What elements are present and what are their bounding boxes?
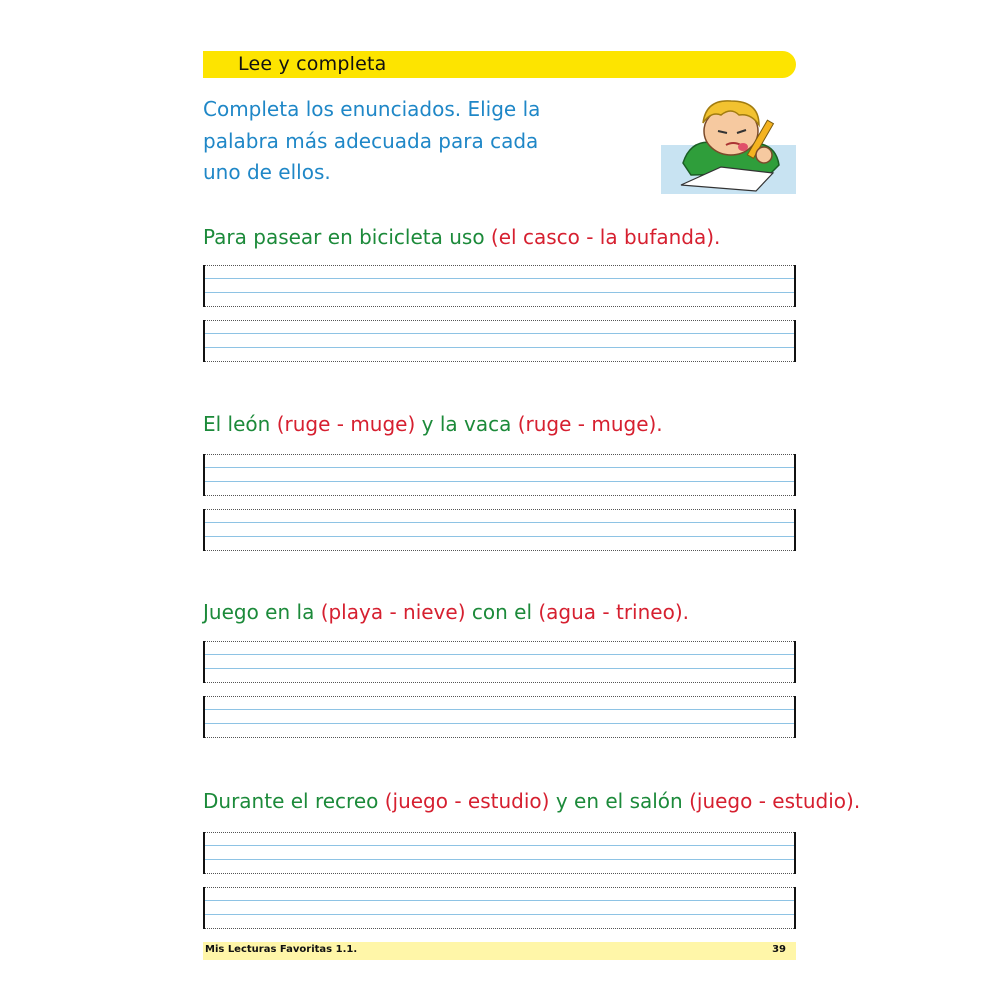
word-options: (el casco - la bufanda) xyxy=(490,225,715,249)
exercise-sentence-2 xyxy=(203,412,663,436)
sentence-text: . xyxy=(656,412,663,436)
exercise-sentence-3 xyxy=(203,600,689,624)
writing-lines[interactable] xyxy=(203,696,796,738)
boy-writing-illustration xyxy=(661,93,796,194)
word-options: (juego - estudio) xyxy=(689,789,854,813)
instruction-line: palabra más adecuada para cada xyxy=(203,128,539,153)
writing-lines[interactable] xyxy=(203,887,796,929)
sentence-text: . xyxy=(853,789,861,813)
instruction-line: Completa los enunciados. Elige la xyxy=(203,97,541,121)
sentence-text: El león xyxy=(203,412,277,436)
sentence-text: y en el salón xyxy=(549,789,690,813)
word-options: (ruge - muge) xyxy=(276,412,416,436)
writing-lines[interactable] xyxy=(203,641,796,683)
book-title: Mis Lecturas Favoritas 1.1. xyxy=(205,944,358,955)
instructions-text xyxy=(203,94,563,189)
exercise-sentence-4 xyxy=(203,789,860,813)
sentence-text: Para pasear en bicicleta uso xyxy=(203,225,491,249)
sentence-text: y la vaca xyxy=(415,412,518,436)
section-header-bar xyxy=(203,51,796,78)
writing-lines[interactable] xyxy=(203,320,796,362)
writing-lines[interactable] xyxy=(203,454,796,496)
sentence-text: Durante el recreo xyxy=(203,789,385,813)
page-number: 39 xyxy=(772,944,786,955)
sentence-text: . xyxy=(682,600,689,624)
writing-lines[interactable] xyxy=(203,265,796,307)
word-options: (playa - nieve) xyxy=(320,600,466,624)
sentence-text: Juego en la xyxy=(203,600,321,624)
page-footer xyxy=(203,942,796,960)
instruction-line: uno de ellos. xyxy=(203,160,331,184)
word-options: (agua - trineo) xyxy=(538,600,683,624)
exercise-sentence-1 xyxy=(203,225,720,249)
writing-lines[interactable] xyxy=(203,832,796,874)
sentence-text: . xyxy=(714,225,721,249)
writing-lines[interactable] xyxy=(203,509,796,551)
section-title: Lee y completa xyxy=(238,53,387,75)
word-options: (juego - estudio) xyxy=(384,789,550,813)
sentence-text: con el xyxy=(465,600,539,624)
word-options: (ruge - muge) xyxy=(517,412,657,436)
